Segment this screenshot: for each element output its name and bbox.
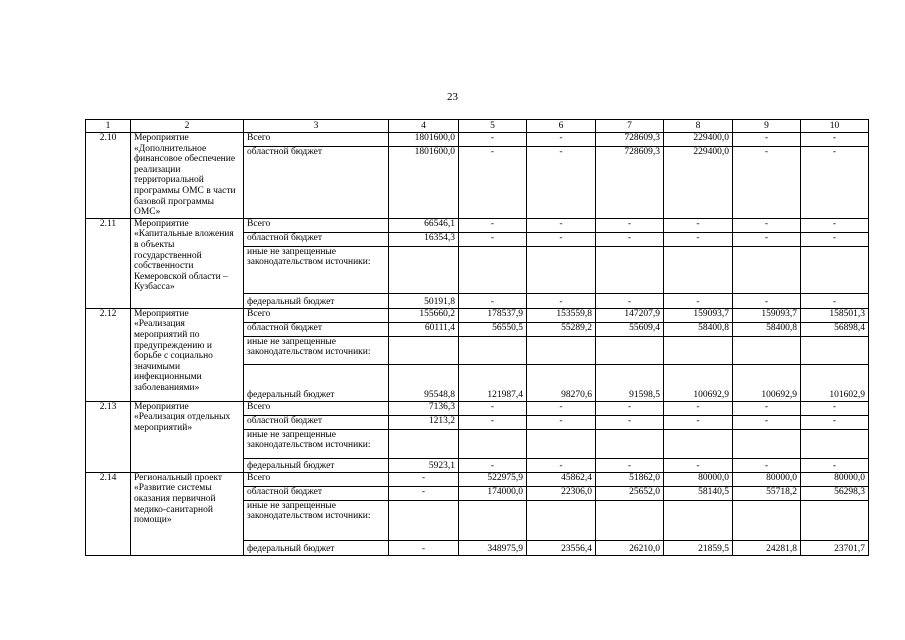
value-cell: 80000,0	[801, 472, 869, 486]
funding-source-label: иные не запрещенные законодательством источники:	[244, 246, 389, 293]
value-cell: 66546,1	[389, 218, 459, 232]
value-cell	[801, 336, 869, 364]
value-cell: 56550,5	[459, 322, 527, 336]
row-code: 2.12	[86, 308, 131, 401]
value-cell: 229400,0	[664, 133, 733, 147]
value-cell	[459, 246, 527, 293]
value-cell: 23556,4	[527, 540, 596, 555]
value-cell	[389, 500, 459, 540]
budget-table	[85, 119, 869, 556]
page-number: 23	[447, 91, 458, 103]
value-cell: 55718,2	[733, 486, 801, 500]
value-cell: 98270,6	[527, 364, 596, 401]
funding-source-label: иные не запрещенные законодательством источники:	[244, 429, 389, 458]
value-cell	[389, 336, 459, 364]
value-cell: 522975,9	[459, 472, 527, 486]
value-cell: 178537,9	[459, 308, 527, 322]
value-cell: 100692,9	[664, 364, 733, 401]
funding-source-label: федеральный бюджет	[244, 540, 389, 555]
value-cell: -	[389, 540, 459, 555]
value-cell: -	[733, 133, 801, 147]
value-cell: 100692,9	[733, 364, 801, 401]
row-code: 2.10	[86, 133, 131, 219]
value-cell: -	[664, 232, 733, 246]
value-cell: 58140,5	[664, 486, 733, 500]
value-cell: -	[733, 147, 801, 218]
value-cell: -	[389, 472, 459, 486]
value-cell	[389, 246, 459, 293]
value-cell: 1213,2	[389, 415, 459, 429]
value-cell: 45862,4	[527, 472, 596, 486]
funding-source-label: областной бюджет	[244, 147, 389, 218]
value-cell: -	[527, 401, 596, 415]
value-cell: -	[733, 415, 801, 429]
value-cell: -	[527, 293, 596, 308]
value-cell: 155660,2	[389, 308, 459, 322]
value-cell: 121987,4	[459, 364, 527, 401]
value-cell: 51862,0	[596, 472, 664, 486]
header-cell: 7	[596, 120, 664, 133]
value-cell	[801, 429, 869, 458]
value-cell	[801, 246, 869, 293]
value-cell	[459, 500, 527, 540]
value-cell: -	[527, 232, 596, 246]
value-cell	[664, 336, 733, 364]
value-cell: -	[596, 458, 664, 472]
value-cell: 159093,7	[664, 308, 733, 322]
value-cell	[664, 246, 733, 293]
value-cell: 21859,5	[664, 540, 733, 555]
value-cell: -	[459, 133, 527, 147]
value-cell: -	[801, 133, 869, 147]
value-cell: 24281,8	[733, 540, 801, 555]
funding-source-label: Всего	[244, 401, 389, 415]
table-row	[86, 472, 869, 486]
row-name: Региональный проект «Развитие системы оказания первичной медико-санитарной помощи»	[131, 472, 244, 555]
value-cell	[389, 429, 459, 458]
value-cell: -	[596, 415, 664, 429]
value-cell: -	[459, 218, 527, 232]
value-cell: 159093,7	[733, 308, 801, 322]
value-cell: -	[459, 293, 527, 308]
header-row	[86, 120, 869, 133]
value-cell: -	[801, 147, 869, 218]
value-cell: -	[664, 401, 733, 415]
funding-source-label: областной бюджет	[244, 415, 389, 429]
row-code: 2.14	[86, 472, 131, 555]
value-cell: 55289,2	[527, 322, 596, 336]
value-cell	[527, 429, 596, 458]
value-cell	[664, 429, 733, 458]
value-cell: -	[527, 458, 596, 472]
value-cell	[596, 336, 664, 364]
header-cell: 1	[86, 120, 131, 133]
value-cell: -	[459, 458, 527, 472]
table-row	[86, 401, 869, 415]
value-cell: -	[733, 218, 801, 232]
value-cell: -	[801, 232, 869, 246]
value-cell: 55609,4	[596, 322, 664, 336]
funding-source-label: областной бюджет	[244, 486, 389, 500]
value-cell: 16354,3	[389, 232, 459, 246]
value-cell: -	[459, 232, 527, 246]
value-cell: -	[801, 415, 869, 429]
value-cell: 58400,8	[664, 322, 733, 336]
funding-source-label: федеральный бюджет	[244, 364, 389, 401]
header-cell: 5	[459, 120, 527, 133]
header-cell: 3	[244, 120, 389, 133]
value-cell: 5923,1	[389, 458, 459, 472]
value-cell: -	[459, 415, 527, 429]
value-cell: 174000,0	[459, 486, 527, 500]
value-cell: -	[389, 486, 459, 500]
funding-source-label: Всего	[244, 133, 389, 147]
value-cell: 147207,9	[596, 308, 664, 322]
value-cell: -	[801, 458, 869, 472]
value-cell: 25652,0	[596, 486, 664, 500]
row-name: Мероприятие «Капитальные вложения в объекты государственной собственности Кемеровской области – Кузбасса»	[131, 218, 244, 308]
funding-source-label: областной бюджет	[244, 232, 389, 246]
value-cell: 91598,5	[596, 364, 664, 401]
value-cell: -	[801, 218, 869, 232]
value-cell: -	[664, 293, 733, 308]
value-cell: -	[733, 293, 801, 308]
value-cell: -	[664, 458, 733, 472]
value-cell: -	[733, 232, 801, 246]
funding-source-label: федеральный бюджет	[244, 458, 389, 472]
value-cell: 60111,4	[389, 322, 459, 336]
row-name: Мероприятие «Реализация мероприятий по предупреждению и борьбе с социально значимыми инфекционными заболеваниями»	[131, 308, 244, 401]
value-cell: -	[527, 147, 596, 218]
value-cell: -	[664, 218, 733, 232]
value-cell: -	[527, 415, 596, 429]
funding-source-label: иные не запрещенные законодательством источники:	[244, 500, 389, 540]
value-cell: 80000,0	[733, 472, 801, 486]
value-cell: -	[733, 458, 801, 472]
table-row	[86, 308, 869, 322]
funding-source-label: Всего	[244, 218, 389, 232]
value-cell: -	[733, 401, 801, 415]
header-cell: 10	[801, 120, 869, 133]
value-cell: 80000,0	[664, 472, 733, 486]
header-cell: 2	[131, 120, 244, 133]
value-cell: -	[459, 147, 527, 218]
value-cell	[527, 500, 596, 540]
value-cell: 58400,8	[733, 322, 801, 336]
value-cell: -	[527, 133, 596, 147]
value-cell: -	[459, 401, 527, 415]
value-cell	[664, 500, 733, 540]
header-cell: 6	[527, 120, 596, 133]
value-cell	[527, 246, 596, 293]
value-cell: 50191,8	[389, 293, 459, 308]
value-cell: -	[801, 293, 869, 308]
value-cell: 56298,3	[801, 486, 869, 500]
value-cell: 101602,9	[801, 364, 869, 401]
value-cell: -	[596, 401, 664, 415]
value-cell: 1801600,0	[389, 147, 459, 218]
value-cell	[733, 246, 801, 293]
value-cell: 56898,4	[801, 322, 869, 336]
value-cell: 158501,3	[801, 308, 869, 322]
value-cell	[596, 246, 664, 293]
value-cell: -	[596, 218, 664, 232]
funding-source-label: областной бюджет	[244, 322, 389, 336]
value-cell: -	[527, 218, 596, 232]
table-row	[86, 218, 869, 232]
value-cell	[459, 336, 527, 364]
value-cell	[596, 500, 664, 540]
value-cell: 728609,3	[596, 147, 664, 218]
row-name: Мероприятие «Реализация отдельных мероприятий»	[131, 401, 244, 472]
value-cell: 95548,8	[389, 364, 459, 401]
value-cell	[801, 500, 869, 540]
value-cell: 348975,9	[459, 540, 527, 555]
row-name: Мероприятие «Дополнительное финансовое обеспечение реализации территориальной программы ОМС в части базовой программы ОМС»	[131, 133, 244, 219]
row-code: 2.11	[86, 218, 131, 308]
value-cell	[527, 336, 596, 364]
value-cell	[459, 429, 527, 458]
header-cell: 8	[664, 120, 733, 133]
row-code: 2.13	[86, 401, 131, 472]
value-cell: 23701,7	[801, 540, 869, 555]
header-cell: 4	[389, 120, 459, 133]
value-cell: 26210,0	[596, 540, 664, 555]
value-cell: 229400,0	[664, 147, 733, 218]
value-cell: -	[596, 293, 664, 308]
value-cell: 1801600,0	[389, 133, 459, 147]
value-cell: 22306,0	[527, 486, 596, 500]
value-cell: 153559,8	[527, 308, 596, 322]
funding-source-label: федеральный бюджет	[244, 293, 389, 308]
funding-source-label: Всего	[244, 308, 389, 322]
funding-source-label: Всего	[244, 472, 389, 486]
value-cell: 7136,3	[389, 401, 459, 415]
value-cell: 728609,3	[596, 133, 664, 147]
value-cell: -	[664, 415, 733, 429]
value-cell	[733, 336, 801, 364]
value-cell	[733, 500, 801, 540]
table-row	[86, 133, 869, 147]
value-cell	[596, 429, 664, 458]
value-cell: -	[801, 401, 869, 415]
value-cell: -	[596, 232, 664, 246]
value-cell	[733, 429, 801, 458]
funding-source-label: иные не запрещенные законодательством источники:	[244, 336, 389, 364]
header-cell: 9	[733, 120, 801, 133]
